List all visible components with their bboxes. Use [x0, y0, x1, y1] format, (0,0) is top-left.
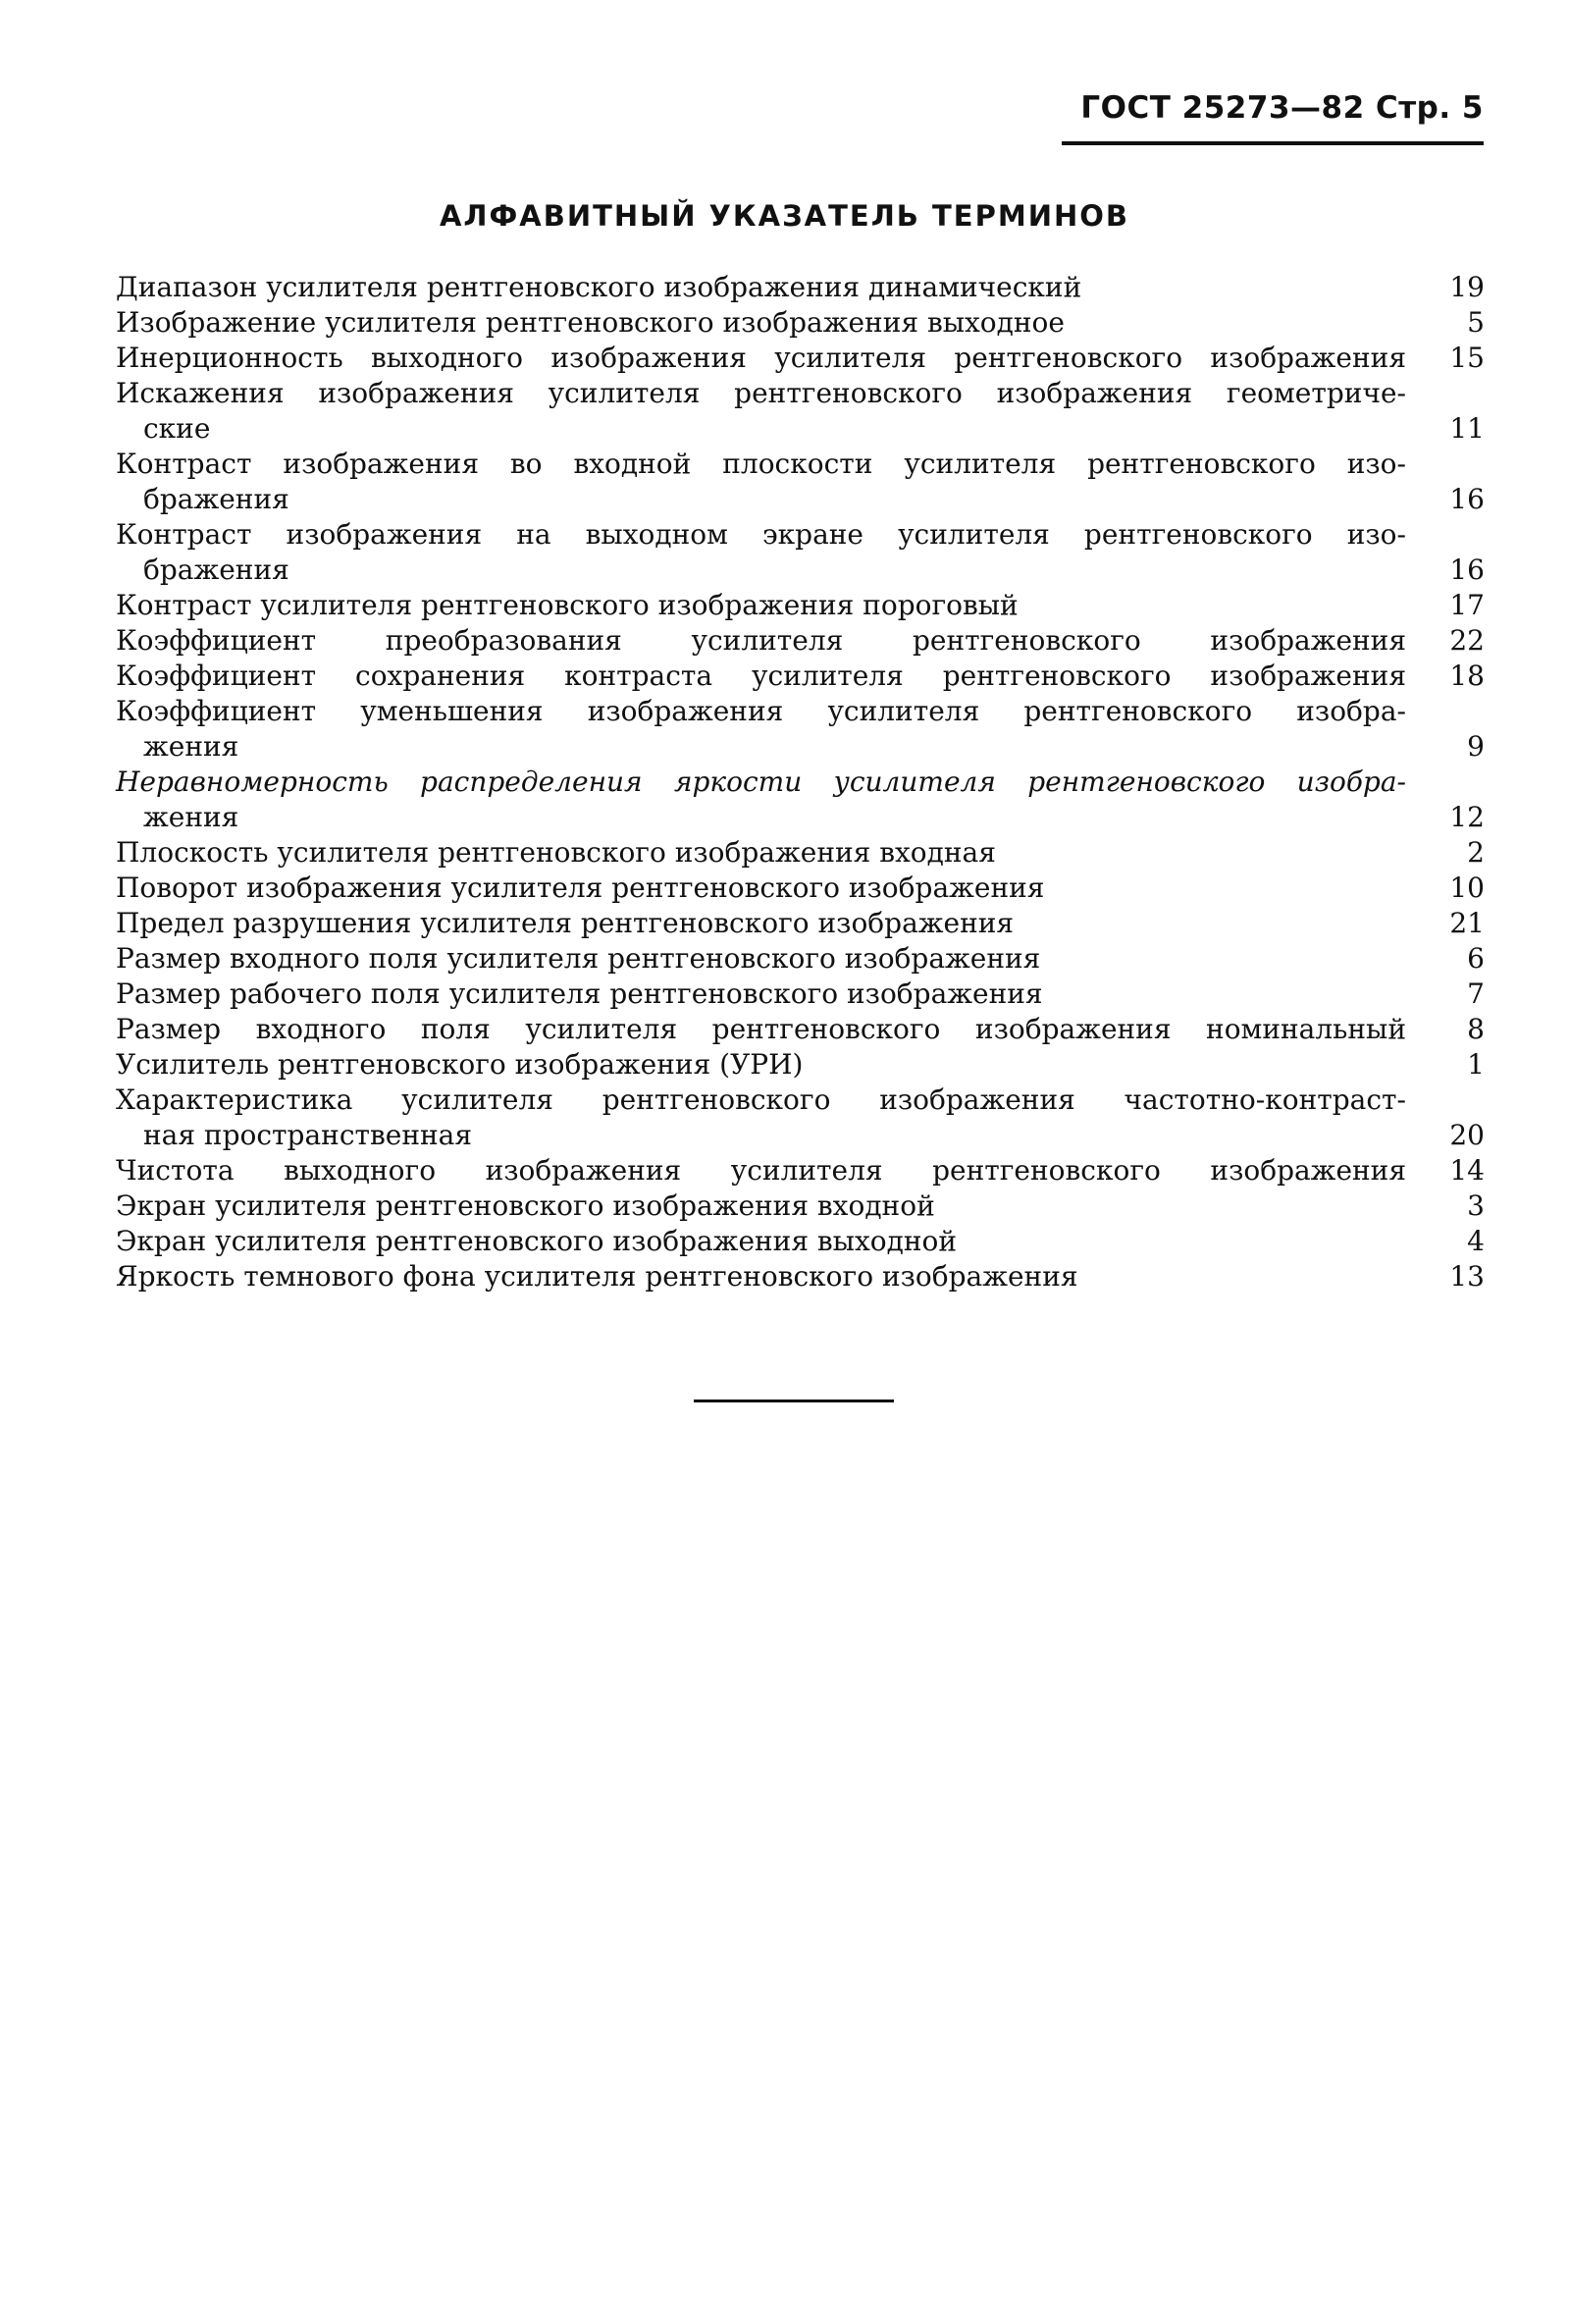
entry-term-continuation: бражения — [143, 554, 289, 586]
entry-page-number: 21 — [1449, 907, 1485, 939]
entry-term: Инерционность выходного изображения усилителя рентгеновского изображения — [116, 342, 1406, 374]
entry-term-continuation: жения — [143, 730, 239, 763]
entry-term: Контраст изображения на выходном экране усилителя рентгеновского изо- — [116, 518, 1406, 551]
index-entry — [116, 906, 1485, 941]
entry-page-number: 19 — [1449, 271, 1485, 303]
index-entry — [116, 517, 1485, 588]
entry-term: Контраст усилителя рентгеновского изображения пороговый — [116, 589, 1019, 621]
entry-term: Усилитель рентгеновского изображения (УРИ) — [116, 1048, 804, 1081]
entry-page-number: 11 — [1449, 412, 1485, 445]
index-entry — [116, 1188, 1485, 1224]
entry-term-continuation: ная пространственная — [143, 1119, 473, 1151]
index-entry — [116, 1012, 1485, 1047]
index-entry — [116, 1259, 1485, 1294]
index-entry — [116, 694, 1485, 765]
index-entry — [116, 1224, 1485, 1259]
index-entry — [116, 305, 1485, 341]
index-entry — [116, 1083, 1485, 1153]
entry-term: Контраст изображения во входной плоскости усилителя рентгеновского изо- — [116, 448, 1406, 480]
entry-page-number: 18 — [1449, 660, 1485, 692]
entry-term: Экран усилителя рентгеновского изображения выходной — [116, 1225, 958, 1257]
index-entry — [116, 871, 1485, 906]
entry-term: Изображение усилителя рентгеновского изображения выходное — [116, 306, 1065, 339]
entry-term: Коэффициент преобразования усилителя рентгеновского изображения — [116, 624, 1406, 657]
entry-page-number: 15 — [1449, 342, 1485, 374]
index-entry — [116, 447, 1485, 517]
entry-page-number: 14 — [1449, 1154, 1485, 1187]
page-header: ГОСТ 25273—82 Стр. 5 — [1080, 90, 1484, 126]
index-entry — [116, 659, 1485, 694]
entry-term: Предел разрушения усилителя рентгеновского изображения — [116, 907, 1015, 939]
entry-page-number: 3 — [1467, 1189, 1485, 1222]
entry-term-continuation: жения — [143, 801, 239, 833]
entry-term-continuation: бражения — [143, 483, 289, 515]
entry-term: Поворот изображения усилителя рентгеновского изображения — [116, 872, 1045, 904]
entry-term: Размер рабочего поля усилителя рентгеновского изображения — [116, 977, 1043, 1010]
index-entry — [116, 1153, 1485, 1188]
entry-term: Размер входного поля усилителя рентгеновского изображения — [116, 942, 1041, 975]
index-entry — [116, 588, 1485, 623]
entry-page-number: 20 — [1449, 1119, 1485, 1151]
entry-page-number: 4 — [1467, 1225, 1485, 1257]
entry-page-number: 13 — [1449, 1260, 1485, 1293]
entry-page-number: 10 — [1449, 872, 1485, 904]
entry-term: Размер входного поля усилителя рентгеновского изображения номинальный — [116, 1013, 1406, 1045]
entry-page-number: 17 — [1449, 589, 1485, 621]
entry-page-number: 9 — [1467, 730, 1485, 763]
entry-term: Яркость темнового фона усилителя рентгеновского изображения — [116, 1260, 1078, 1293]
index-entry — [116, 1047, 1485, 1083]
entry-page-number: 22 — [1449, 624, 1485, 657]
index-entry — [116, 341, 1485, 376]
entry-page-number: 16 — [1449, 554, 1485, 586]
index-entry — [116, 376, 1485, 447]
entry-term: Неравномерность распределения яркости усилителя рентгеновского изобра- — [116, 766, 1406, 798]
index-entry — [116, 941, 1485, 977]
term-index — [116, 270, 1485, 1294]
entry-page-number: 5 — [1467, 306, 1485, 339]
entry-page-number: 7 — [1467, 977, 1485, 1010]
entry-term-continuation: ские — [143, 412, 211, 445]
entry-page-number: 8 — [1467, 1013, 1485, 1045]
entry-term: Характеристика усилителя рентгеновского изображения частотно-контраст- — [116, 1083, 1406, 1116]
entry-page-number: 16 — [1449, 483, 1485, 515]
end-rule — [694, 1400, 894, 1402]
entry-page-number: 2 — [1467, 836, 1485, 869]
entry-term: Экран усилителя рентгеновского изображения входной — [116, 1189, 935, 1222]
entry-term: Искажения изображения усилителя рентгеновского изображения геометриче- — [116, 377, 1406, 409]
index-entry — [116, 270, 1485, 305]
page-title: АЛФАВИТНЫЙ УКАЗАТЕЛЬ ТЕРМИНОВ — [439, 199, 1129, 233]
entry-term: Диапазон усилителя рентгеновского изображения динамический — [116, 271, 1082, 303]
index-entry — [116, 765, 1485, 835]
entry-term: Коэффициент сохранения контраста усилителя рентгеновского изображения — [116, 660, 1406, 692]
entry-term: Плоскость усилителя рентгеновского изображения входная — [116, 836, 996, 869]
entry-page-number: 6 — [1467, 942, 1485, 975]
entry-page-number: 12 — [1449, 801, 1485, 833]
header-rule — [1062, 141, 1484, 145]
index-entry — [116, 977, 1485, 1012]
entry-term: Чистота выходного изображения усилителя рентгеновского изображения — [116, 1154, 1406, 1187]
entry-page-number: 1 — [1467, 1048, 1485, 1081]
index-entry — [116, 835, 1485, 871]
entry-term: Коэффициент уменьшения изображения усилителя рентгеновского изобра- — [116, 695, 1406, 727]
index-entry — [116, 623, 1485, 659]
